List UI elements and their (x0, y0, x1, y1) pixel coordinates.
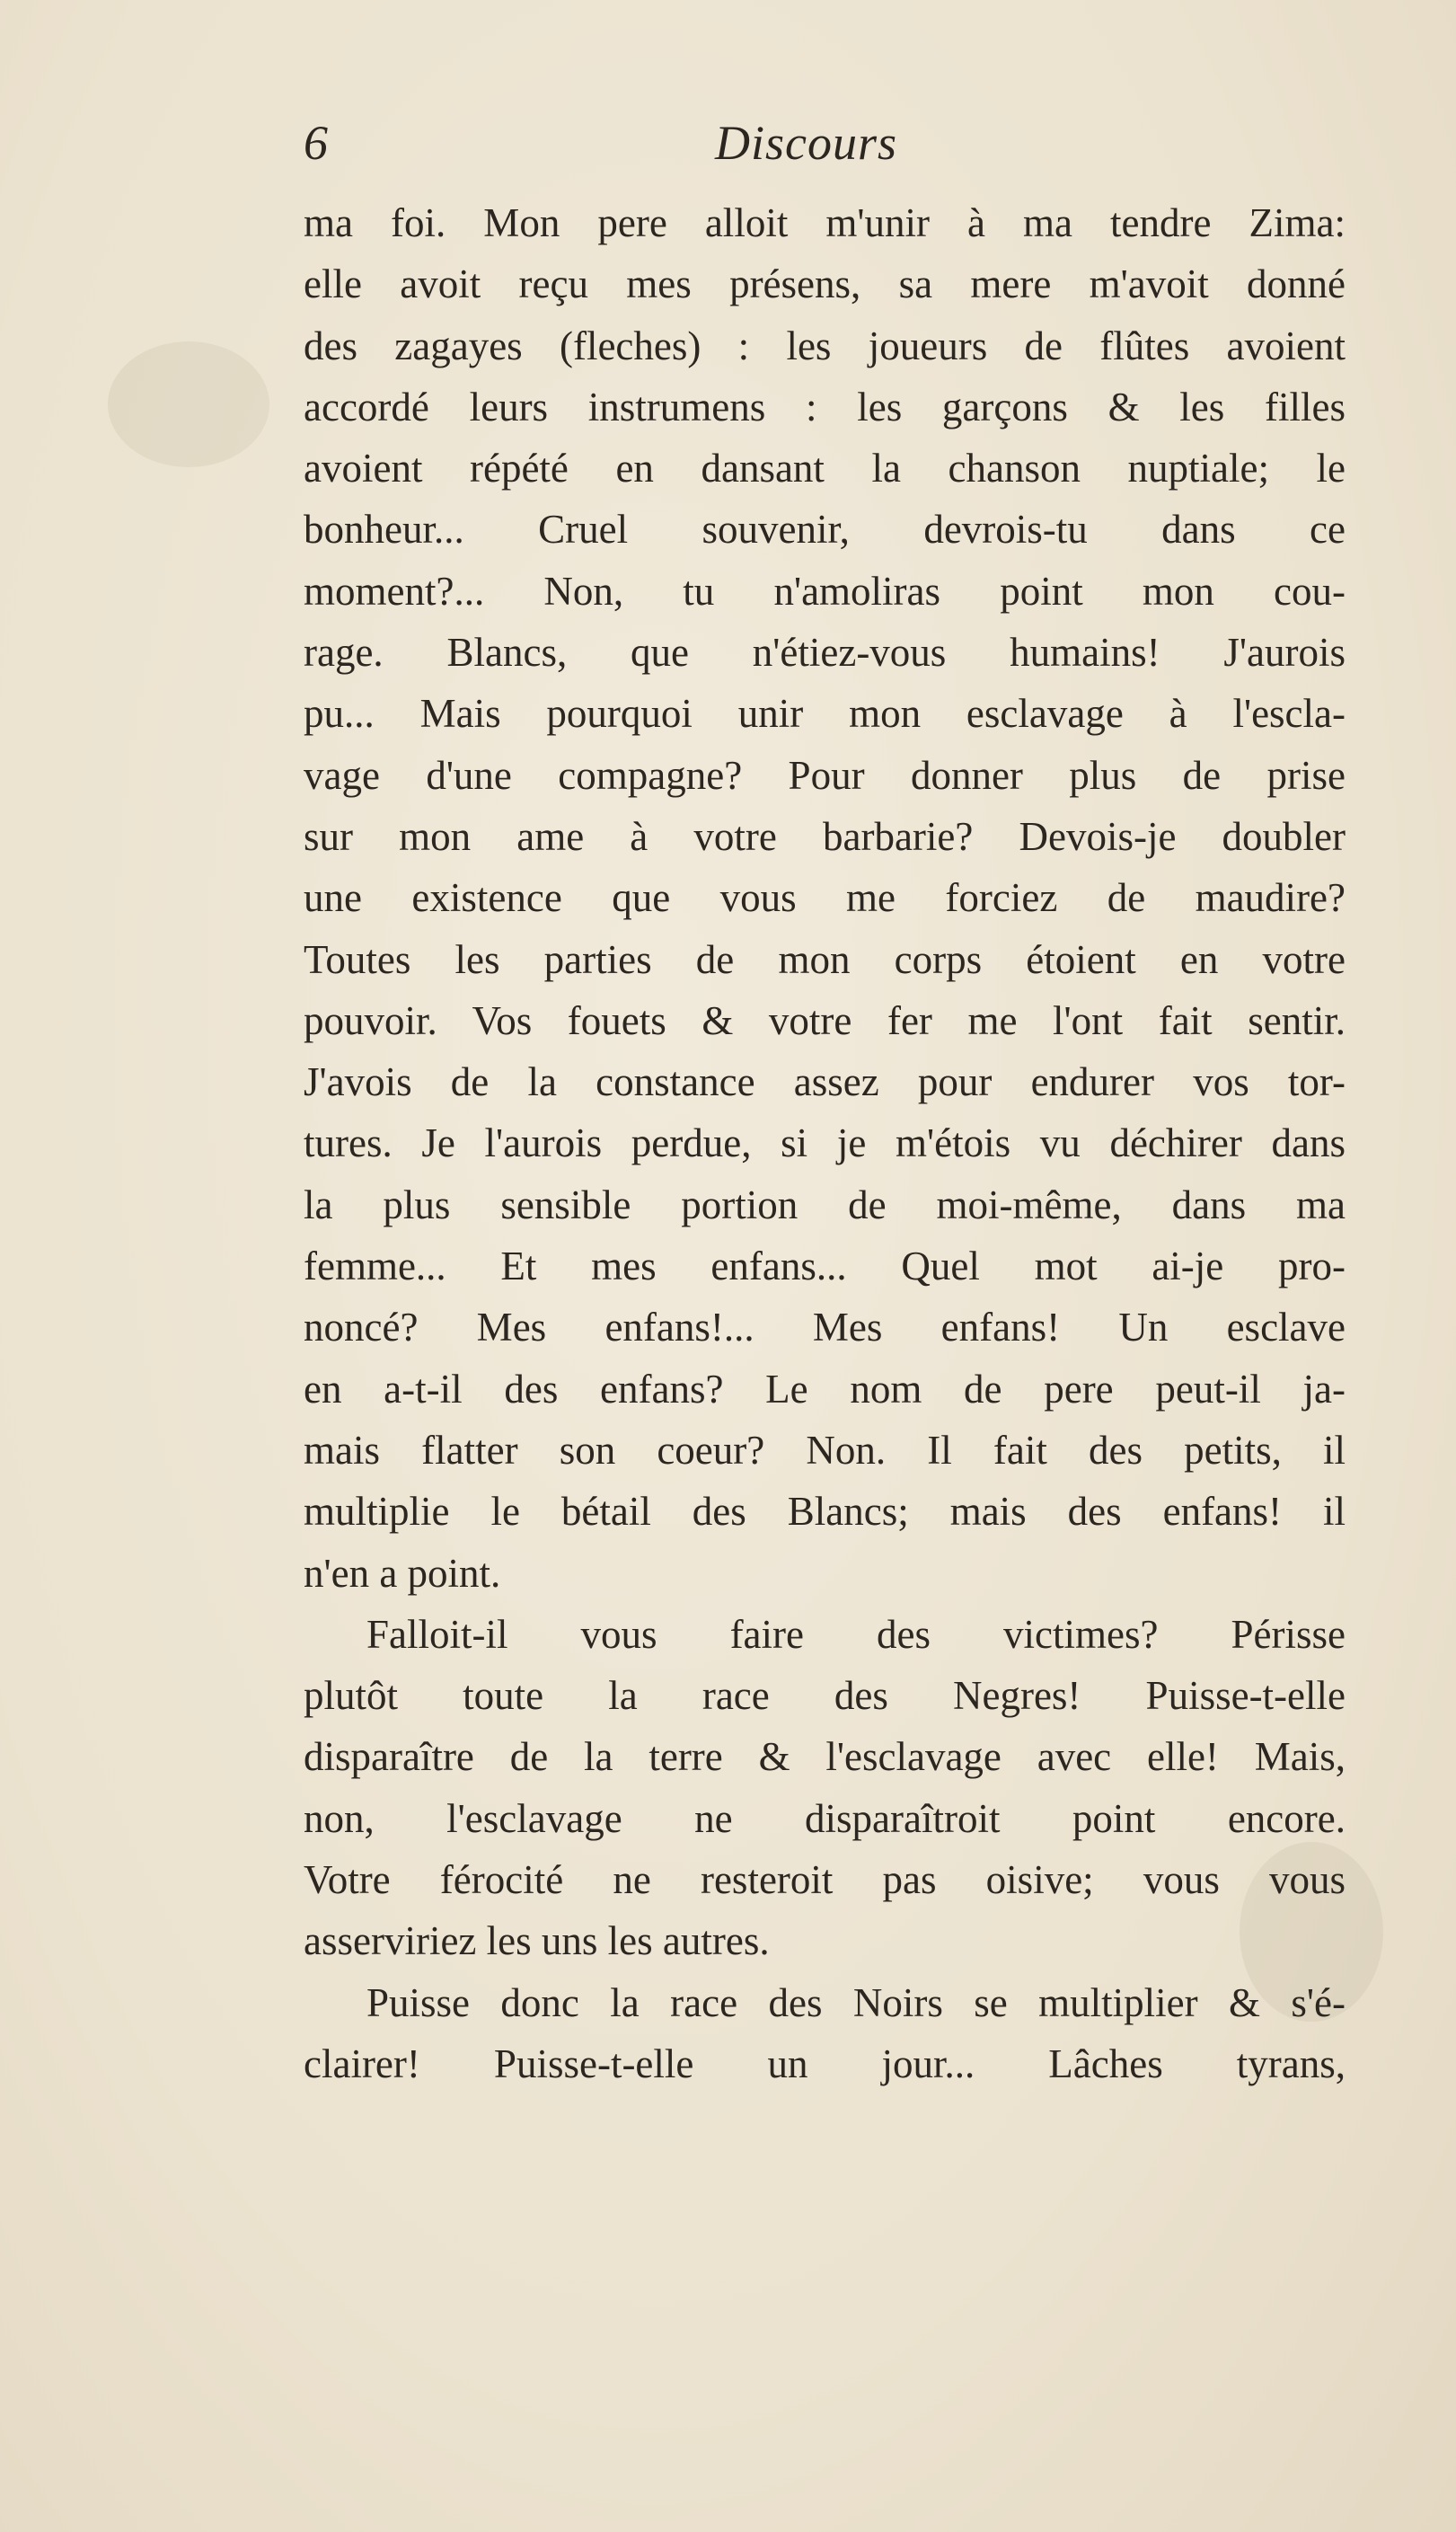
text-line: Toutes les parties de mon corps étoient en votre (304, 936, 1346, 982)
text-line: des zagayes (fleches) : les joueurs de flûtes avoient (304, 323, 1346, 368)
paragraph-start-line: Falloit-il vous faire des victimes? Périsse (366, 1611, 1346, 1657)
running-title: Discours (715, 116, 898, 170)
text-line: avoient répété en dansant la chanson nuptiale; le (304, 446, 1346, 491)
text-line: sur mon ame à votre barbarie? Devois-je doubler (304, 813, 1346, 859)
text-line: tures. Je l'aurois perdue, si je m'étois vu déchirer dans (304, 1120, 1346, 1166)
paragraph-end-line: asserviriez les uns les autres. (304, 1918, 770, 1964)
text-line: pu... Mais pourquoi unir mon esclavage à l'escla- (304, 691, 1346, 737)
text-line: disparaître de la terre & l'esclavage avec elle! Mais, (304, 1734, 1346, 1780)
body-text (304, 192, 1346, 2094)
text-line: en a-t-il des enfans? Le nom de pere peut-il ja- (304, 1366, 1346, 1412)
text-line: femme... Et mes enfans... Quel mot ai-je pro- (304, 1244, 1346, 1289)
page-header (304, 115, 1346, 178)
text-line: pouvoir. Vos fouets & votre fer me l'ont fait sentir. (304, 997, 1346, 1043)
text-line: moment?... Non, tu n'amoliras point mon cou- (304, 568, 1346, 614)
text-line: multiplie le bétail des Blancs; mais des enfans! il (304, 1489, 1346, 1535)
text-line: ma foi. Mon pere alloit m'unir à ma tendre Zima: (304, 200, 1346, 245)
text-line: plutôt toute la race des Negres! Puisse-t-elle (304, 1673, 1346, 1719)
text-line: Votre férocité ne resteroit pas oisive; vous vous (304, 1857, 1346, 1903)
text-line: vage d'une compagne? Pour donner plus de prise (304, 752, 1346, 798)
text-line: accordé leurs instrumens : les garçons & les filles (304, 384, 1346, 429)
paragraph-start-line: Puisse donc la race des Noirs se multiplier & s'é- (366, 1979, 1346, 2025)
text-line: J'avois de la constance assez pour endurer vos tor- (304, 1059, 1346, 1105)
text-line: une existence que vous me forciez de maudire? (304, 875, 1346, 921)
text-line: la plus sensible portion de moi-même, dans ma (304, 1182, 1346, 1227)
text-line: noncé? Mes enfans!... Mes enfans! Un esclave (304, 1305, 1346, 1350)
paper-stain (108, 341, 269, 467)
text-line: bonheur... Cruel souvenir, devrois-tu dans ce (304, 507, 1346, 553)
text-line: non, l'esclavage ne disparaîtroit point encore. (304, 1795, 1346, 1841)
text-line: clairer! Puisse-t-elle un jour... Lâches tyrans, (304, 2041, 1346, 2086)
text-line: mais flatter son coeur? Non. Il fait des petits, il (304, 1427, 1346, 1473)
page-number: 6 (304, 116, 328, 170)
paragraph-end-line: n'en a point. (304, 1550, 501, 1596)
text-line: rage. Blancs, que n'étiez-vous humains! J'aurois (304, 630, 1346, 676)
text-line: elle avoit reçu mes présens, sa mere m'avoit donné (304, 261, 1346, 307)
